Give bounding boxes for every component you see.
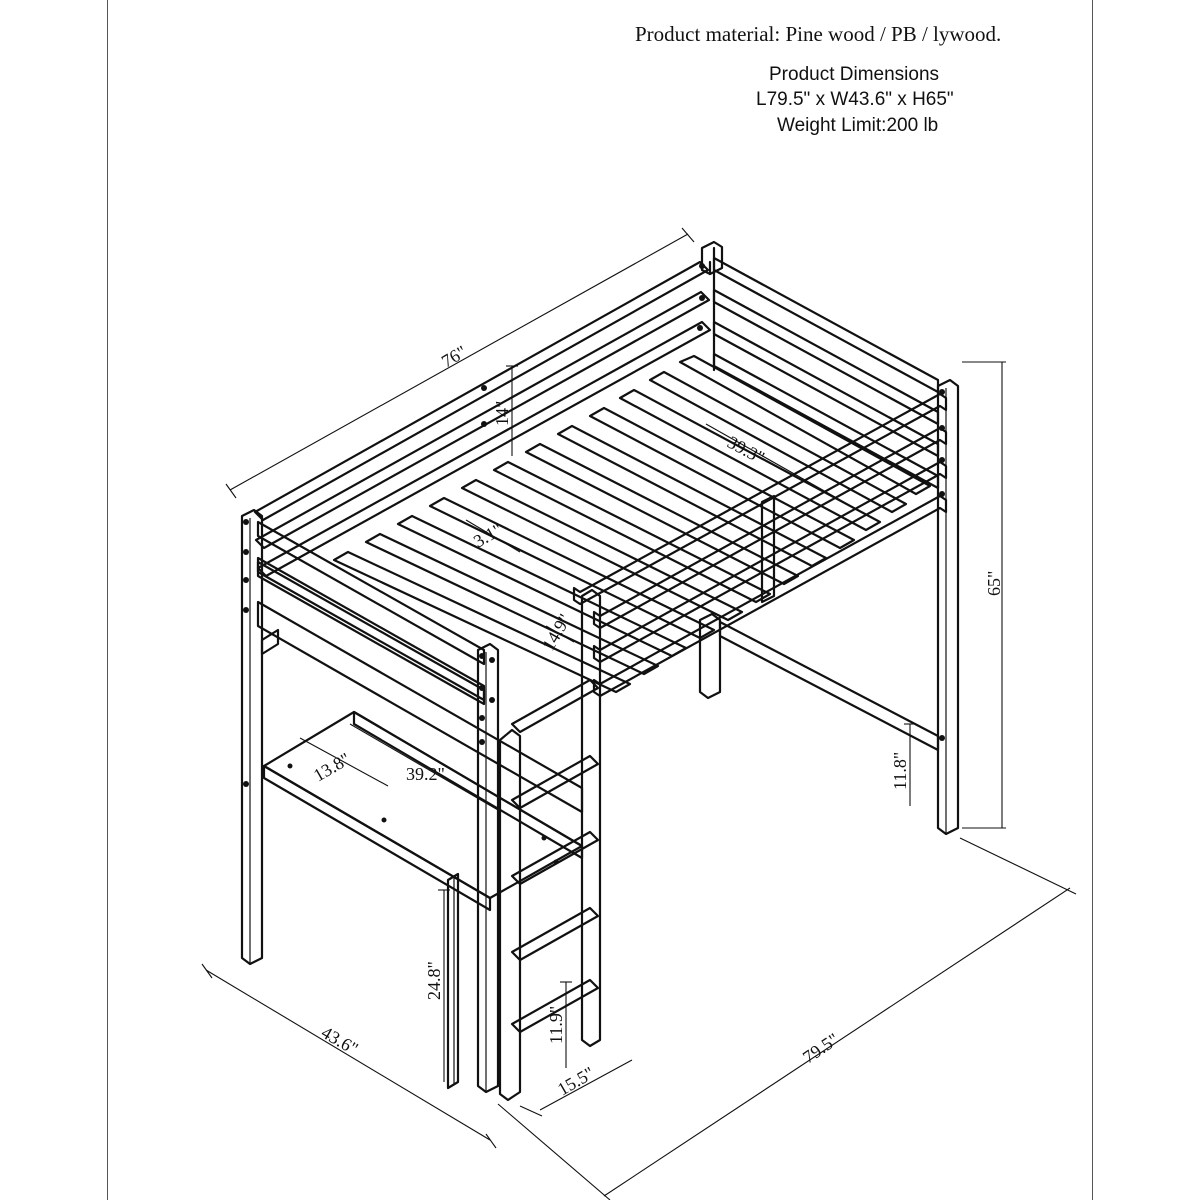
dim-ladder-bottom-step: 11.9"	[546, 1005, 566, 1044]
dimension-lines	[202, 228, 1076, 1200]
dim-side-rail-clearance: 11.8"	[890, 751, 910, 790]
dim-total-height: 65"	[984, 570, 1004, 596]
dim-guard-height: 14"	[492, 400, 512, 426]
dim-inner-width: 39.3"	[724, 431, 768, 468]
dim-overall-length: 79.5"	[799, 1029, 843, 1068]
dimensions-title: Product Dimensions	[769, 64, 940, 85]
bolt-dots	[243, 263, 945, 787]
mattress-slats	[334, 356, 930, 692]
dim-desk-length: 39.2"	[406, 764, 445, 784]
dim-ladder-opening: 14.9"	[538, 610, 575, 654]
material-text: Product material: Pine wood / PB / lywood.	[635, 22, 1002, 46]
back-post	[702, 242, 722, 274]
dim-overall-width: 43.6"	[318, 1022, 362, 1059]
dim-desk-height: 24.8"	[424, 961, 444, 1000]
dim-slat-gap: 3.1"	[470, 519, 506, 552]
dim-desk-depth: 13.8"	[310, 748, 354, 786]
ladder	[500, 496, 774, 1100]
dim-rail-length: 76"	[438, 341, 470, 372]
weight-limit: Weight Limit:200 lb	[777, 115, 939, 136]
dim-ladder-width: 15.5"	[554, 1062, 598, 1100]
dimensions-value: L79.5" x W43.6" x H65"	[756, 89, 954, 110]
